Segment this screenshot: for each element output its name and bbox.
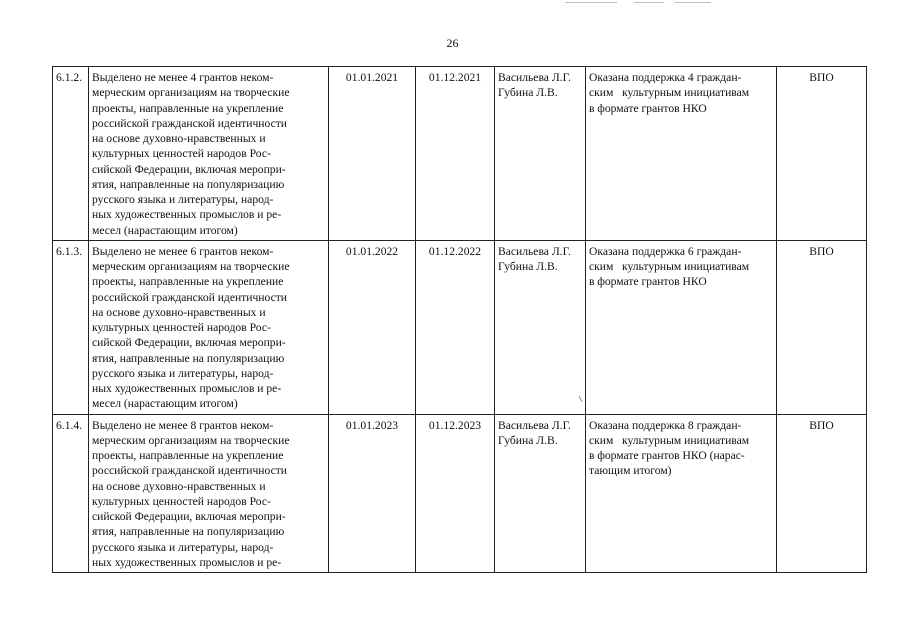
form-cell <box>777 67 867 241</box>
item-number: 6.1.4. <box>56 418 83 432</box>
description-line: на основе духовно-нравственных и <box>92 479 266 493</box>
activities-table <box>52 66 867 573</box>
form-code: ВПО <box>809 418 834 432</box>
item-number-cell <box>53 240 89 414</box>
description-line: мерческим организациям на творческие <box>92 260 290 273</box>
top-rule-3 <box>675 2 711 3</box>
description-line: ных художественных промыслов и ре- <box>92 382 282 395</box>
start-date: 01.01.2021 <box>345 71 399 84</box>
start-date-cell <box>329 414 416 573</box>
result-line: в формате грантов НКО <box>589 101 707 115</box>
top-rule-1 <box>565 2 617 3</box>
description-line: русского языка и литературы, народ- <box>92 193 274 206</box>
description-line: Выделено не менее 6 грантов неком- <box>92 244 274 258</box>
description-line: ятия, направленные на популяризацию <box>92 177 285 191</box>
description-line: мерческим организациям на творческие <box>92 86 290 100</box>
end-date-cell <box>416 67 495 241</box>
description-line: русского языка и литературы, народ- <box>92 540 274 554</box>
responsible-cell <box>495 414 586 573</box>
description-line: российской гражданской идентичности <box>92 116 287 130</box>
page-number: 26 <box>446 36 459 50</box>
responsible-name: Васильева Л.Г. <box>498 71 571 84</box>
responsible-name: Губина Л.В. <box>498 433 558 447</box>
start-date: 01.01.2022 <box>345 244 399 258</box>
result-line: ским культурным инициативам <box>589 433 750 447</box>
table-row <box>53 67 867 241</box>
description-line: проекты, направленные на укрепление <box>92 449 284 462</box>
description-cell <box>89 414 329 573</box>
end-date: 01.12.2023 <box>428 418 482 432</box>
responsible-cell <box>495 240 586 414</box>
description-line: сийской Федерации, включая меропри- <box>92 510 286 523</box>
result-line: Оказана поддержка 4 граждан- <box>589 71 742 84</box>
responsible-name: Губина Л.В. <box>498 260 558 273</box>
item-number-cell <box>53 67 89 241</box>
description-line: проекты, направленные на укрепление <box>92 275 284 289</box>
result-line: ским культурным инициативам <box>589 260 750 273</box>
responsible-cell <box>495 67 586 241</box>
description-cell <box>89 67 329 241</box>
start-date-cell <box>329 240 416 414</box>
top-rule-2 <box>634 2 664 3</box>
description-line: ятия, направленные на популяризацию <box>92 351 285 365</box>
start-date: 01.01.2023 <box>345 418 399 432</box>
responsible-name: Васильева Л.Г. <box>498 418 571 432</box>
description-line: русского языка и литературы, народ- <box>92 366 274 380</box>
description-line: месел (нарастающим итогом) <box>92 397 238 411</box>
description-line: ятия, направленные на популяризацию <box>92 525 285 539</box>
description-line: сийской Федерации, включая меропри- <box>92 336 286 350</box>
description-line: сийской Федерации, включая меропри- <box>92 162 286 176</box>
end-date: 01.12.2022 <box>428 244 482 258</box>
description-line: месел (нарастающим итогом) <box>92 223 238 237</box>
start-date-cell <box>329 67 416 241</box>
item-number: 6.1.2. <box>56 71 83 84</box>
description-line: Выделено не менее 4 грантов неком- <box>92 71 274 84</box>
result-cell <box>586 67 777 241</box>
description-line: российской гражданской идентичности <box>92 464 287 478</box>
description-line: мерческим организациям на творческие <box>92 433 290 447</box>
description-line: российской гражданской идентичности <box>92 290 287 304</box>
description-line: проекты, направленные на укрепление <box>92 101 284 115</box>
end-date-cell <box>416 414 495 573</box>
form-code: ВПО <box>809 244 834 258</box>
description-line: ных художественных промыслов и ре- <box>92 208 282 222</box>
result-line: Оказана поддержка 6 граждан- <box>589 244 742 258</box>
description-line: на основе духовно-нравственных и <box>92 305 266 319</box>
table-row <box>53 240 867 414</box>
description-line: культурных ценностей народов Рос- <box>92 321 271 334</box>
description-line: ных художественных промыслов и ре- <box>92 555 282 569</box>
table-row <box>53 414 867 573</box>
result-cell <box>586 414 777 573</box>
description-line: Выделено не менее 8 грантов неком- <box>92 418 274 432</box>
item-number-cell <box>53 414 89 573</box>
responsible-name: Васильева Л.Г. <box>498 244 571 258</box>
end-date: 01.12.2021 <box>428 71 482 84</box>
responsible-name: Губина Л.В. <box>498 86 558 100</box>
result-line: в формате грантов НКО <box>589 275 707 289</box>
form-code: ВПО <box>809 71 834 84</box>
item-number: 6.1.3. <box>56 244 83 258</box>
description-line: культурных ценностей народов Рос- <box>92 147 271 161</box>
result-line: тающим итогом) <box>589 464 672 478</box>
description-line: культурных ценностей народов Рос- <box>92 494 271 508</box>
description-cell <box>89 240 329 414</box>
description-line: на основе духовно-нравственных и <box>92 132 266 145</box>
end-date-cell <box>416 240 495 414</box>
form-cell <box>777 414 867 573</box>
result-line: ским культурным инициативам <box>589 86 750 100</box>
result-line: в формате грантов НКО (нарас- <box>589 449 745 462</box>
result-cell <box>586 240 777 414</box>
form-cell <box>777 240 867 414</box>
result-line: Оказана поддержка 8 граждан- <box>589 418 742 432</box>
